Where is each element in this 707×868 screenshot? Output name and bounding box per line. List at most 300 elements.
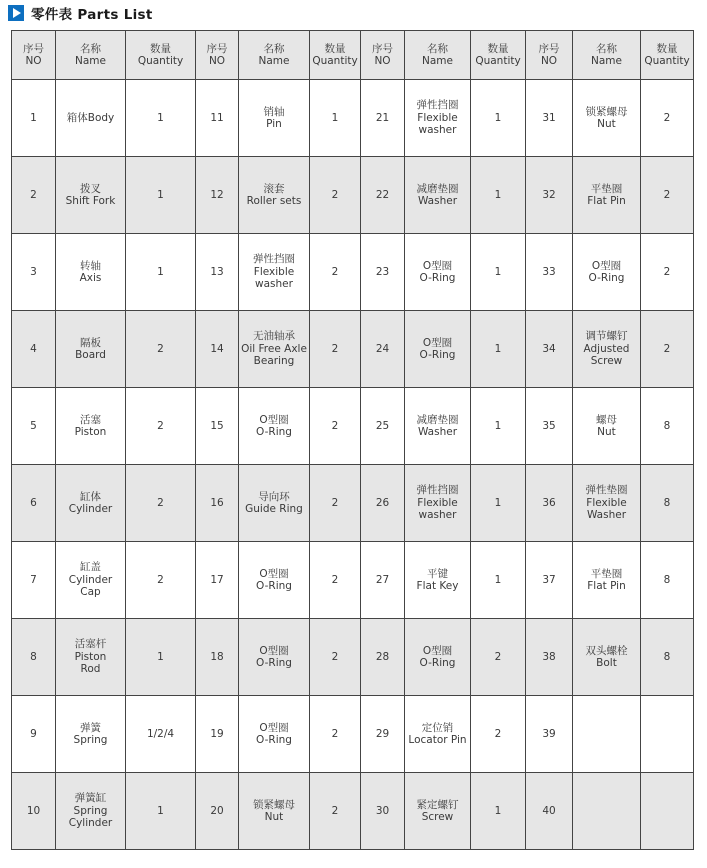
table-cell (526, 311, 573, 388)
cell-text: 箱体Body (66, 111, 115, 124)
table-row (12, 388, 694, 465)
cell-text: 18 (210, 650, 224, 663)
parts-table (11, 30, 694, 850)
cell-text: O型圈 (259, 721, 289, 734)
table-cell (641, 619, 694, 696)
table-cell (310, 234, 361, 311)
table-cell (239, 157, 310, 234)
cell-text: 25 (375, 419, 390, 432)
table-cell (126, 542, 196, 619)
table-cell (126, 157, 196, 234)
cell-text: 减磨垫圈 (416, 413, 459, 426)
cell-text: 2 (331, 342, 339, 355)
table-cell (56, 619, 126, 696)
table-cell (641, 696, 694, 773)
table-cell (573, 157, 641, 234)
table-cell (361, 157, 405, 234)
table-cell (56, 157, 126, 234)
header-en-label: NO (25, 55, 42, 67)
table-cell (471, 619, 526, 696)
header-cell (126, 31, 196, 80)
table-cell (471, 773, 526, 850)
table-cell (573, 619, 641, 696)
cell-text: 38 (542, 650, 556, 663)
header-en-label: Quantity (137, 55, 184, 67)
header-zh-label: 数量 (150, 42, 171, 55)
table-cell (239, 696, 310, 773)
cell-text: washer (255, 278, 293, 291)
table-cell (196, 311, 239, 388)
cell-text: 8 (663, 573, 671, 586)
table-cell (310, 542, 361, 619)
cell-text: 弹性挡圈 (416, 484, 459, 497)
cell-text: 1 (494, 111, 502, 124)
table-cell (310, 465, 361, 542)
table-cell (126, 465, 196, 542)
cell-text: Board (75, 349, 106, 361)
cell-text: 22 (375, 188, 390, 201)
cell-text: Nut (264, 811, 284, 823)
cell-text: O-Ring (256, 580, 292, 592)
table-cell (12, 388, 56, 465)
cell-text: O-Ring (419, 657, 456, 669)
cell-text: Bearing (253, 355, 295, 368)
header-zh-label: 序号 (372, 42, 393, 55)
table-cell (239, 619, 310, 696)
cell-text: 定位销 (421, 721, 454, 734)
cell-text: 16 (210, 496, 224, 509)
table-cell (126, 619, 196, 696)
table-cell (573, 388, 641, 465)
cell-text: 2 (663, 111, 671, 124)
table-cell (196, 619, 239, 696)
header-en-label: NO (540, 55, 558, 67)
table-cell (310, 388, 361, 465)
header-en-label: Name (422, 55, 453, 67)
table-cell (126, 388, 196, 465)
cell-text: 转轴 (80, 259, 101, 272)
cell-text: 40 (542, 804, 556, 817)
cell-text: 2 (494, 650, 502, 663)
table-cell (471, 80, 526, 157)
cell-text: 13 (210, 265, 224, 278)
cell-text: O-Ring (419, 272, 456, 284)
table-cell (405, 696, 471, 773)
table-cell (56, 542, 126, 619)
cell-text: O-Ring (256, 426, 292, 438)
cell-text: 2 (331, 573, 339, 586)
table-row (12, 696, 694, 773)
cell-text: 17 (210, 573, 224, 586)
table-cell (471, 157, 526, 234)
table-cell (641, 80, 694, 157)
cell-text: 8 (30, 650, 37, 663)
cell-text: 32 (542, 188, 556, 201)
cell-text: 平垫圈 (590, 567, 623, 580)
table-cell (56, 465, 126, 542)
table-cell (361, 773, 405, 850)
cell-text: Screw (590, 355, 623, 368)
cell-text: washer (418, 124, 457, 137)
table-cell (405, 542, 471, 619)
table-cell (361, 388, 405, 465)
cell-text: 1 (157, 111, 164, 124)
table-cell (573, 773, 641, 850)
table-cell (573, 311, 641, 388)
table-cell (526, 157, 573, 234)
table-cell (641, 542, 694, 619)
cell-text: 弹性挡圈 (416, 99, 459, 112)
header-en-label: Name (258, 55, 290, 67)
cell-text: 弹性垫圈 (585, 484, 628, 497)
table-cell (12, 157, 56, 234)
cell-text: 2 (331, 265, 339, 278)
table-cell (641, 234, 694, 311)
cell-text: Pin (266, 118, 282, 130)
cell-text: 8 (663, 650, 671, 663)
table-cell (196, 80, 239, 157)
header-zh-label: 数量 (324, 42, 346, 55)
cell-text: 7 (30, 573, 37, 586)
cell-text: 8 (663, 419, 671, 432)
table-row (12, 542, 694, 619)
cell-text: 减磨垫圈 (416, 182, 459, 195)
table-cell (126, 234, 196, 311)
table-cell (56, 80, 126, 157)
table-cell (196, 157, 239, 234)
table-cell (126, 696, 196, 773)
table-row (12, 157, 694, 234)
header-cell (573, 31, 641, 80)
cell-text: 2 (30, 188, 37, 201)
header-zh-label: 名称 (263, 42, 285, 55)
header-en-label: Quantity (475, 55, 521, 67)
header-zh-label: 序号 (23, 42, 44, 55)
table-cell (641, 157, 694, 234)
cell-text: 30 (375, 804, 390, 817)
table-cell (641, 388, 694, 465)
cell-text: 2 (494, 727, 502, 740)
table-cell (641, 773, 694, 850)
table-cell (239, 773, 310, 850)
table-cell (405, 80, 471, 157)
header-cell (310, 31, 361, 80)
cell-text: Washer (417, 426, 458, 438)
table-cell (56, 388, 126, 465)
cell-text: 33 (542, 265, 556, 278)
cell-text: 紧定螺钉 (416, 798, 459, 811)
cell-text: 28 (375, 650, 390, 663)
cell-text: Bolt (596, 657, 617, 669)
table-cell (196, 388, 239, 465)
cell-text: 5 (30, 419, 37, 432)
cell-text: 滚套 (263, 182, 285, 195)
cell-text: 12 (210, 188, 224, 201)
cell-text: Piston (74, 426, 107, 438)
cell-text: 2 (663, 265, 671, 278)
cell-text: Spring (73, 734, 108, 746)
cell-text: 平垫圈 (590, 182, 623, 195)
cell-text: 29 (375, 727, 390, 740)
cell-text: Flexible (417, 496, 458, 509)
header-zh-label: 名称 (427, 42, 448, 55)
cell-text: O型圈 (422, 259, 453, 272)
cell-text: Cap (80, 586, 101, 599)
table-cell (471, 234, 526, 311)
cell-text: 24 (375, 342, 390, 355)
cell-text: 21 (375, 111, 390, 124)
cell-text: 1 (494, 573, 502, 586)
cell-text: 4 (30, 342, 37, 355)
cell-text: 3 (30, 265, 37, 278)
table-cell (361, 696, 405, 773)
table-cell (641, 311, 694, 388)
cell-text: O型圈 (422, 644, 453, 657)
table-cell (405, 465, 471, 542)
table-cell (471, 465, 526, 542)
table-cell (196, 773, 239, 850)
cell-text: 1 (157, 265, 164, 278)
table-cell (526, 696, 573, 773)
header-en-label: Quantity (312, 55, 358, 67)
cell-text: Piston (74, 650, 107, 663)
table-cell (310, 773, 361, 850)
cell-text: 34 (542, 342, 556, 355)
cell-text: Adjusted (583, 342, 630, 355)
table-row (12, 311, 694, 388)
cell-text: Roller sets (246, 195, 302, 207)
cell-text: 活塞杆 (74, 638, 107, 651)
header-zh-label: 名称 (596, 42, 617, 55)
table-cell (361, 80, 405, 157)
table-cell (310, 696, 361, 773)
cell-text: 导向环 (258, 490, 290, 503)
cell-text: 27 (375, 573, 390, 586)
cell-text: 2 (157, 419, 164, 432)
cell-text: 缸盖 (80, 561, 101, 574)
header-zh-label: 序号 (206, 42, 228, 55)
cell-text: 1 (331, 111, 339, 124)
cell-text: Screw (421, 811, 454, 823)
cell-text: O-Ring (588, 272, 625, 284)
cell-text: Oil Free Axle (241, 342, 307, 355)
cell-text: 14 (210, 342, 224, 355)
cell-text: O型圈 (259, 644, 289, 657)
cell-text: Washer (586, 509, 627, 522)
table-cell (573, 465, 641, 542)
cell-text: 2 (157, 342, 164, 355)
cell-text: 销轴 (263, 105, 285, 118)
table-cell (310, 619, 361, 696)
table-cell (405, 234, 471, 311)
header-en-label: Quantity (644, 55, 690, 67)
table-cell (405, 311, 471, 388)
cell-text: 锁紧螺母 (253, 798, 295, 811)
cell-text: 1 (30, 111, 37, 124)
cell-text: Guide Ring (245, 503, 303, 515)
header-zh-label: 数量 (656, 42, 678, 55)
header-cell (239, 31, 310, 80)
cell-text: 39 (542, 727, 556, 740)
header-cell (405, 31, 471, 80)
cell-text: 隔板 (80, 336, 101, 349)
table-cell (126, 773, 196, 850)
table-cell (310, 80, 361, 157)
cell-text: Shift Fork (65, 195, 116, 207)
table-cell (471, 542, 526, 619)
cell-text: Spring (73, 804, 108, 817)
table-cell (573, 696, 641, 773)
table-cell (361, 619, 405, 696)
cell-text: 8 (663, 496, 671, 509)
cell-text: 1 (494, 342, 502, 355)
cell-text: 2 (331, 188, 339, 201)
header-en-label: Name (591, 55, 622, 67)
table-cell (405, 388, 471, 465)
table-cell (196, 696, 239, 773)
header-cell (12, 31, 56, 80)
table-cell (239, 80, 310, 157)
table-cell (12, 80, 56, 157)
header-zh-label: 名称 (80, 42, 101, 55)
table-cell (361, 465, 405, 542)
table-cell (471, 311, 526, 388)
cell-text: 锁紧螺母 (585, 105, 628, 118)
table-cell (239, 234, 310, 311)
cell-text: 2 (157, 496, 164, 509)
cell-text: 1 (157, 188, 164, 201)
cell-text: 36 (542, 496, 556, 509)
cell-text: 2 (663, 342, 671, 355)
cell-text: 2 (331, 496, 339, 509)
table-cell (239, 465, 310, 542)
cell-text: Nut (597, 118, 616, 130)
table-cell (526, 619, 573, 696)
cell-text: 1/2/4 (146, 727, 175, 740)
table-cell (239, 388, 310, 465)
table-cell (526, 388, 573, 465)
cell-text: 9 (30, 727, 37, 740)
table-cell (526, 234, 573, 311)
table-cell (126, 80, 196, 157)
cell-text: Flexible (586, 496, 627, 509)
table-row (12, 465, 694, 542)
header-cell (641, 31, 694, 80)
table-cell (239, 311, 310, 388)
cell-text: 活塞 (80, 413, 101, 426)
cell-text: O型圈 (591, 259, 622, 272)
cell-text: 2 (331, 727, 339, 740)
cell-text: 1 (157, 804, 164, 817)
table-cell (12, 311, 56, 388)
table-cell (196, 234, 239, 311)
play-icon (8, 5, 24, 21)
cell-text: 10 (26, 804, 41, 817)
page-title: 零件表 Parts List (31, 7, 153, 23)
header-en-label: NO (208, 55, 226, 67)
table-cell (471, 388, 526, 465)
table-cell (196, 465, 239, 542)
cell-text: 2 (331, 804, 339, 817)
header-cell (361, 31, 405, 80)
table-cell (573, 234, 641, 311)
cell-text: O型圈 (259, 567, 289, 580)
cell-text: Axis (79, 272, 102, 284)
cell-text: 31 (542, 111, 556, 124)
table-cell (196, 542, 239, 619)
table-cell (12, 773, 56, 850)
table-cell (526, 773, 573, 850)
table-cell (12, 465, 56, 542)
cell-text: 1 (494, 804, 502, 817)
cell-text: 弹簧缸 (74, 792, 107, 805)
cell-text: Washer (417, 195, 458, 207)
cell-text: 拨叉 (80, 182, 101, 195)
table-cell (12, 542, 56, 619)
cell-text: 2 (331, 650, 339, 663)
cell-text: 1 (494, 265, 502, 278)
cell-text: 无油轴承 (253, 330, 295, 343)
cell-text: 螺母 (596, 413, 617, 426)
table-cell (361, 542, 405, 619)
header-cell (471, 31, 526, 80)
cell-text: Flexible (253, 265, 295, 278)
cell-text: 26 (375, 496, 390, 509)
table-cell (361, 311, 405, 388)
cell-text: 11 (210, 111, 224, 124)
table-cell (239, 542, 310, 619)
cell-text: washer (418, 509, 457, 522)
header-en-label: Name (75, 55, 106, 67)
header-cell (526, 31, 573, 80)
table-cell (12, 619, 56, 696)
table-cell (56, 311, 126, 388)
cell-text: Flat Key (416, 580, 459, 592)
header-cell (56, 31, 126, 80)
cell-text: 37 (542, 573, 556, 586)
cell-text: 1 (157, 650, 164, 663)
table-cell (310, 311, 361, 388)
table-cell (12, 234, 56, 311)
cell-text: Nut (597, 426, 616, 438)
table-cell (126, 311, 196, 388)
table-cell (12, 696, 56, 773)
cell-text: 2 (157, 573, 164, 586)
cell-text: Locator Pin (408, 734, 467, 746)
cell-text: Flexible (417, 111, 458, 124)
cell-text: 1 (494, 496, 502, 509)
cell-text: 19 (210, 727, 224, 740)
cell-text: O-Ring (256, 734, 292, 746)
cell-text: O-Ring (419, 349, 456, 361)
cell-text: 23 (375, 265, 390, 278)
cell-text: 缸体 (80, 490, 101, 503)
table-cell (573, 80, 641, 157)
header-zh-label: 序号 (538, 42, 560, 55)
cell-text: O型圈 (422, 336, 453, 349)
cell-text: Cylinder (68, 503, 113, 515)
cell-text: 调节螺钉 (585, 330, 628, 343)
table-cell (405, 619, 471, 696)
table-cell (56, 696, 126, 773)
table-cell (526, 465, 573, 542)
table-row (12, 619, 694, 696)
table-cell (310, 157, 361, 234)
table-cell (641, 465, 694, 542)
cell-text: 2 (331, 419, 339, 432)
header-cell (196, 31, 239, 80)
cell-text: Flat Pin (587, 195, 626, 207)
